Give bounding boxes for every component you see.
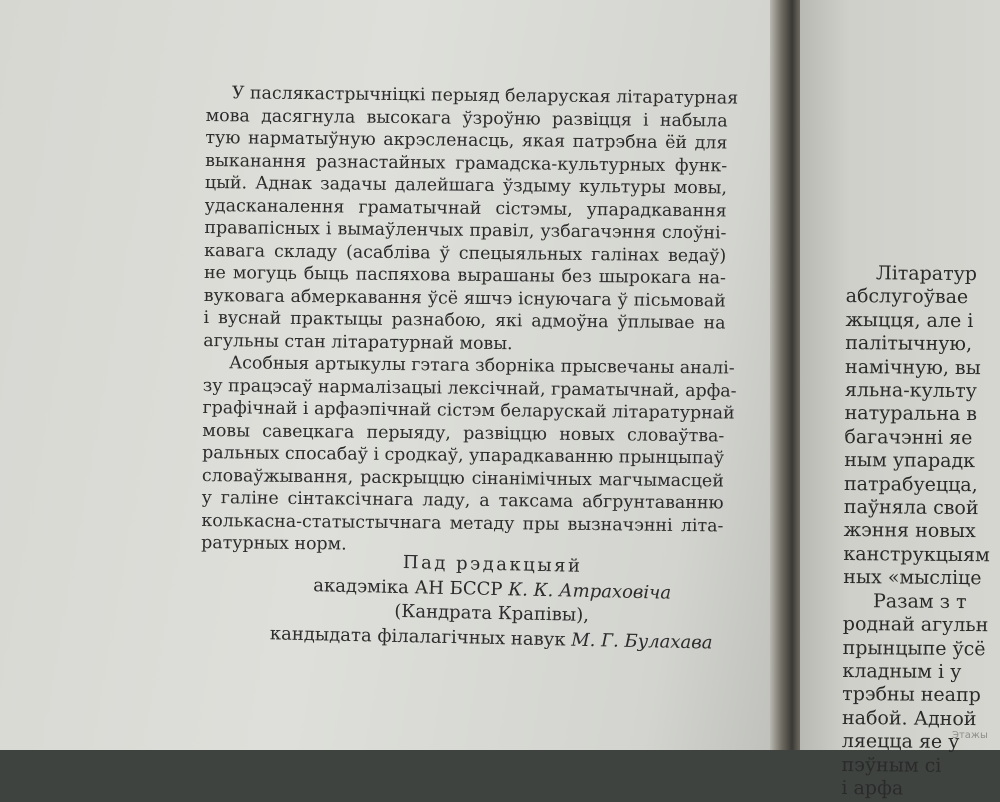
text-line: жэння новых (843, 519, 976, 543)
text-line: У паслякастрычніцкі перыяд беларуская літаратурная (231, 83, 739, 109)
editor-name: М. Г. Булахава (571, 629, 713, 654)
text-line: жыцця, але і (845, 308, 974, 332)
text-line: зу працэсаў нармалізацыі лексічнай, граматычнай, арфа- (202, 375, 737, 402)
text-line: вуковага абмеркавання ўсё яшчэ існуючага ў пісьмовай (203, 285, 726, 311)
text-line: абслугоўвае (845, 285, 969, 309)
text-line: выканання разнастайных грамадска-культурных функ- (205, 150, 728, 176)
editor-pseudonym: (Кандрата Крапівы), (394, 600, 590, 626)
text-line: цый. Аднак задачы далейшага ўздыму культуры мовы, (204, 172, 728, 199)
text-line: намічную, вы (844, 355, 981, 379)
text-line: Разам з т (872, 589, 967, 613)
text-line: словаўжывання, раскрыццю сінанімічных магчымасцей (201, 465, 724, 491)
text-line: ляецца яе у (841, 730, 960, 754)
text-line: удасканалення граматычнай сістэмы, упарадкавання (204, 195, 727, 221)
text-line: ных «мысліце (843, 566, 982, 590)
text-line: натуральна в (844, 402, 978, 426)
text-line: паўняла свой (843, 496, 979, 520)
text-line: правапісных і вымаўленчых правіл, узбагачэння слоўні- (204, 217, 727, 244)
text-line: агульны стан літаратурнай мовы. (203, 330, 513, 354)
text-line: і арфа (841, 776, 904, 800)
editor-title: акадэміка АН БССР (313, 574, 503, 600)
text-line: яльна-культу (844, 379, 977, 403)
text-line: тую нарматыўную акрэсленасць, якая патрэбна ёй для (205, 127, 728, 154)
right-page (800, 0, 1000, 800)
right-page-text (841, 262, 992, 802)
text-line: у галіне сінтаксічнага ладу, а таксама абгрунтаванню (201, 487, 724, 514)
text-line: трэбны неапр (842, 683, 981, 707)
text-line: графічнай і арфаэпічнай сістэм беларускай літаратурнай (202, 397, 735, 424)
preface-text (201, 82, 739, 560)
text-line: Літаратур (875, 262, 978, 286)
text-line: набой. Адной (841, 706, 977, 730)
watermark: Этажы (952, 730, 988, 741)
text-line: багачэнні яе (844, 425, 973, 449)
text-line: палітычную, (845, 332, 973, 356)
text-line: пэўным сі (841, 753, 942, 777)
text-line: ральных спосабаў і сродкаў, упарадкаванню прынцыпаў (202, 442, 725, 469)
text-line: роднай агульн (842, 613, 989, 637)
paragraph-1 (203, 82, 739, 357)
text-line: ным упарадк (844, 449, 976, 473)
text-line: і вуснай практыцы разнабою, які адмоўна ўплывае на (203, 307, 726, 334)
text-line: канструкцыям (843, 542, 990, 567)
editors-heading: Пад рэдакцыяй (402, 552, 583, 577)
text-line: прынцыпе ўсё (842, 636, 986, 660)
text-line: Асобныя артыкулы гэтага зборніка прысвечаны аналі- (228, 353, 735, 379)
text-line: мовы савецкага перыяду, развіццю новых словаўтва- (202, 420, 725, 446)
text-line: патрабуецца, (843, 472, 978, 496)
editor-name: К. К. Атраховіча (508, 578, 672, 604)
text-line: не могуць быць паспяхова вырашаны без шырокага на- (203, 262, 727, 289)
text-line: колькасна-статыстычнага метаду пры вызначэнні літа- (201, 510, 724, 536)
text-line: кладным і у (842, 659, 962, 683)
editors-credit (256, 548, 728, 656)
editor-title: кандыдата філалагічных навук (269, 622, 566, 650)
paragraph-2 (201, 352, 737, 560)
text-line: мова дасягнула высокага ўзроўню развіцця і набыла (205, 105, 728, 131)
text-line: ратурных норм. (201, 532, 347, 555)
text-line: кавага складу (асабліва ў спецыяльных галінах ведаў) (204, 240, 727, 266)
